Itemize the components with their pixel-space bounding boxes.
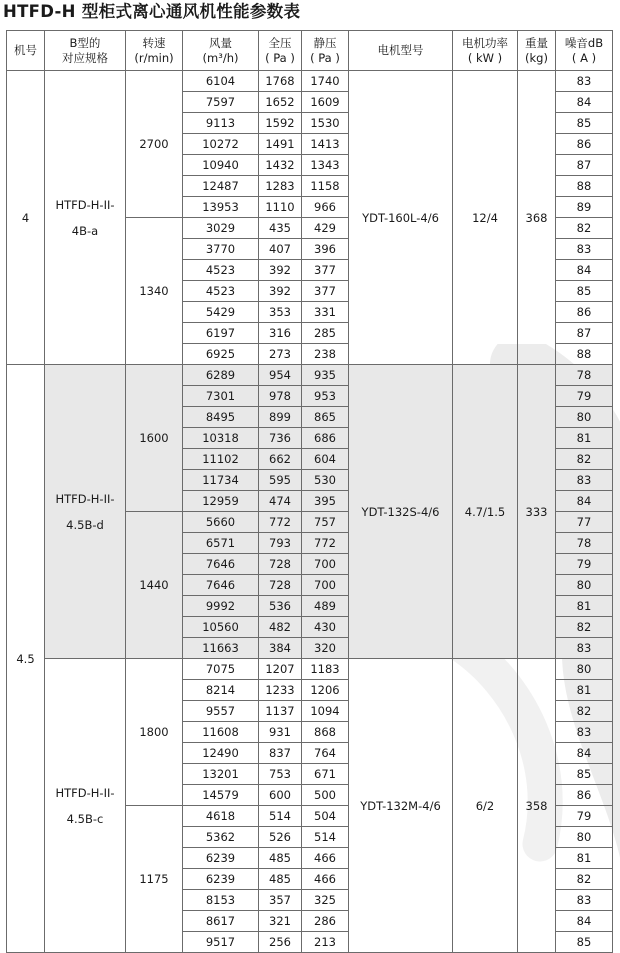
flow-cell: 6104 (183, 71, 259, 92)
flow-cell: 6289 (183, 365, 259, 386)
flow-header-line: 风量 (209, 35, 232, 50)
noise-cell: 83 (556, 638, 613, 659)
speed-cell: 1175 (126, 806, 183, 953)
static-pressure-cell: 700 (302, 554, 349, 575)
total-pressure-cell: 1432 (259, 155, 302, 176)
flow-header (183, 31, 259, 71)
static-pressure-cell: 1183 (302, 659, 349, 680)
total-pressure-header-line: ( Pa ) (265, 50, 295, 65)
flow-cell: 8617 (183, 911, 259, 932)
static-pressure-cell: 865 (302, 407, 349, 428)
static-pressure-cell: 935 (302, 365, 349, 386)
static-pressure-cell: 395 (302, 491, 349, 512)
table-row (7, 71, 613, 92)
spec-cell (45, 71, 126, 365)
static-pressure-cell: 764 (302, 743, 349, 764)
flow-cell: 5362 (183, 827, 259, 848)
total-pressure-header-line: 全压 (268, 35, 292, 50)
static-pressure-cell: 700 (302, 575, 349, 596)
flow-cell: 7597 (183, 92, 259, 113)
static-pressure-header-line: 静压 (313, 35, 337, 50)
table-row (7, 365, 613, 386)
noise-cell: 79 (556, 806, 613, 827)
noise-cell: 84 (556, 92, 613, 113)
total-pressure-cell: 1283 (259, 176, 302, 197)
flow-cell: 11663 (183, 638, 259, 659)
noise-cell: 86 (556, 134, 613, 155)
static-pressure-cell: 1609 (302, 92, 349, 113)
flow-cell: 8495 (183, 407, 259, 428)
total-pressure-cell: 837 (259, 743, 302, 764)
static-pressure-cell: 671 (302, 764, 349, 785)
noise-cell: 81 (556, 848, 613, 869)
static-pressure-cell: 377 (302, 260, 349, 281)
static-pressure-cell: 1413 (302, 134, 349, 155)
spec-cell-line: HTFD-H-II- (55, 197, 115, 212)
total-pressure-cell: 353 (259, 302, 302, 323)
flow-cell: 11608 (183, 722, 259, 743)
noise-cell: 85 (556, 281, 613, 302)
total-pressure-cell: 1233 (259, 680, 302, 701)
spec-header-line: 对应规格 (62, 50, 108, 65)
static-pressure-cell: 1158 (302, 176, 349, 197)
static-pressure-cell: 1530 (302, 113, 349, 134)
noise-cell: 82 (556, 617, 613, 638)
weight-header-line: (kg) (525, 50, 548, 65)
motor-model-header: 电机型号 (349, 31, 453, 71)
flow-cell: 11734 (183, 470, 259, 491)
static-pressure-cell: 966 (302, 197, 349, 218)
total-pressure-cell: 736 (259, 428, 302, 449)
static-pressure-cell: 530 (302, 470, 349, 491)
static-pressure-cell: 213 (302, 932, 349, 953)
noise-cell: 84 (556, 260, 613, 281)
flow-cell: 6571 (183, 533, 259, 554)
weight-cell: 358 (518, 659, 556, 953)
static-pressure-cell: 320 (302, 638, 349, 659)
total-pressure-cell: 384 (259, 638, 302, 659)
weight-cell: 368 (518, 71, 556, 365)
flow-cell: 6239 (183, 848, 259, 869)
static-pressure-cell: 772 (302, 533, 349, 554)
total-pressure-cell: 931 (259, 722, 302, 743)
total-pressure-cell: 392 (259, 281, 302, 302)
noise-cell: 84 (556, 911, 613, 932)
noise-header-line: 噪音dB (564, 35, 604, 50)
total-pressure-cell: 662 (259, 449, 302, 470)
speed-cell: 1800 (126, 659, 183, 806)
total-pressure-cell: 435 (259, 218, 302, 239)
static-pressure-cell: 604 (302, 449, 349, 470)
static-pressure-cell: 868 (302, 722, 349, 743)
machine-no-cell: 4 (7, 71, 45, 365)
total-pressure-cell: 474 (259, 491, 302, 512)
static-pressure-header (302, 31, 349, 71)
speed-cell: 1440 (126, 512, 183, 659)
static-pressure-cell: 686 (302, 428, 349, 449)
total-pressure-cell: 536 (259, 596, 302, 617)
spec-cell-line: 4.5B-c (66, 811, 104, 826)
noise-cell: 82 (556, 869, 613, 890)
static-pressure-cell: 757 (302, 512, 349, 533)
total-pressure-cell: 899 (259, 407, 302, 428)
total-pressure-cell: 321 (259, 911, 302, 932)
total-pressure-cell: 978 (259, 386, 302, 407)
flow-cell: 8153 (183, 890, 259, 911)
noise-cell: 88 (556, 344, 613, 365)
flow-cell: 8214 (183, 680, 259, 701)
noise-cell: 85 (556, 113, 613, 134)
total-pressure-cell: 407 (259, 239, 302, 260)
static-pressure-cell: 377 (302, 281, 349, 302)
flow-cell: 7075 (183, 659, 259, 680)
machine-no-cell: 4.5 (7, 365, 45, 953)
static-pressure-cell: 466 (302, 869, 349, 890)
noise-cell: 83 (556, 470, 613, 491)
static-pressure-cell: 396 (302, 239, 349, 260)
total-pressure-cell: 485 (259, 869, 302, 890)
spec-cell-line: HTFD-H-II- (55, 785, 115, 800)
machine-no-header: 机号 (7, 31, 45, 71)
total-pressure-cell: 728 (259, 554, 302, 575)
noise-cell: 85 (556, 764, 613, 785)
total-pressure-cell: 482 (259, 617, 302, 638)
total-pressure-cell: 357 (259, 890, 302, 911)
flow-cell: 6925 (183, 344, 259, 365)
flow-cell: 5429 (183, 302, 259, 323)
total-pressure-cell: 514 (259, 806, 302, 827)
flow-cell: 4618 (183, 806, 259, 827)
flow-cell: 3029 (183, 218, 259, 239)
speed-header (126, 31, 183, 71)
noise-cell: 79 (556, 554, 613, 575)
static-pressure-cell: 466 (302, 848, 349, 869)
total-pressure-cell: 1768 (259, 71, 302, 92)
total-pressure-cell: 273 (259, 344, 302, 365)
static-pressure-cell: 331 (302, 302, 349, 323)
speed-header-line: (r/min) (134, 50, 174, 65)
noise-cell: 84 (556, 743, 613, 764)
noise-cell: 84 (556, 491, 613, 512)
flow-cell: 6197 (183, 323, 259, 344)
noise-cell: 87 (556, 323, 613, 344)
static-pressure-cell: 238 (302, 344, 349, 365)
total-pressure-cell: 526 (259, 827, 302, 848)
flow-cell: 9992 (183, 596, 259, 617)
noise-cell: 80 (556, 827, 613, 848)
noise-cell: 86 (556, 302, 613, 323)
total-pressure-cell: 485 (259, 848, 302, 869)
noise-cell: 82 (556, 449, 613, 470)
table-row (7, 659, 613, 680)
flow-cell: 9517 (183, 932, 259, 953)
noise-cell: 78 (556, 365, 613, 386)
static-pressure-cell: 953 (302, 386, 349, 407)
flow-cell: 11102 (183, 449, 259, 470)
flow-cell: 10560 (183, 617, 259, 638)
total-pressure-cell: 1491 (259, 134, 302, 155)
speed-cell: 1340 (126, 218, 183, 365)
motor-power-cell: 4.7/1.5 (453, 365, 518, 659)
spec-header-line: B型的 (69, 35, 101, 50)
static-pressure-cell: 514 (302, 827, 349, 848)
motor-power-header (453, 31, 518, 71)
noise-cell: 80 (556, 659, 613, 680)
flow-cell: 7301 (183, 386, 259, 407)
noise-cell: 83 (556, 71, 613, 92)
noise-cell: 83 (556, 239, 613, 260)
spec-cell (45, 659, 126, 953)
noise-cell: 80 (556, 575, 613, 596)
noise-cell: 81 (556, 596, 613, 617)
static-pressure-cell: 1343 (302, 155, 349, 176)
noise-cell: 86 (556, 785, 613, 806)
noise-cell: 77 (556, 512, 613, 533)
flow-cell: 4523 (183, 260, 259, 281)
page-title: HTFD-H 型柜式离心通风机性能参数表 (3, 2, 301, 21)
flow-cell: 9113 (183, 113, 259, 134)
noise-cell: 81 (556, 680, 613, 701)
spec-cell-line: HTFD-H-II- (55, 491, 115, 506)
total-pressure-cell: 1652 (259, 92, 302, 113)
speed-header-line: 转速 (142, 35, 166, 50)
motor-power-cell: 12/4 (453, 71, 518, 365)
static-pressure-header-line: ( Pa ) (310, 50, 340, 65)
motor-power-header-line: ( kW ) (467, 50, 503, 65)
motor-model-cell: YDT-132S-4/6 (349, 365, 453, 659)
total-pressure-cell: 728 (259, 575, 302, 596)
total-pressure-cell: 595 (259, 470, 302, 491)
noise-cell: 83 (556, 722, 613, 743)
total-pressure-cell: 772 (259, 512, 302, 533)
noise-cell: 78 (556, 533, 613, 554)
total-pressure-cell: 1592 (259, 113, 302, 134)
performance-table (6, 30, 613, 953)
total-pressure-cell: 1137 (259, 701, 302, 722)
speed-cell: 2700 (126, 71, 183, 218)
spec-cell-line: 4.5B-d (66, 517, 104, 532)
noise-cell: 81 (556, 428, 613, 449)
flow-header-line: (m³/h) (202, 50, 239, 65)
total-pressure-cell: 1110 (259, 197, 302, 218)
noise-cell: 79 (556, 386, 613, 407)
noise-header-line: ( A ) (571, 50, 597, 65)
static-pressure-cell: 1094 (302, 701, 349, 722)
total-pressure-cell: 256 (259, 932, 302, 953)
flow-cell: 12490 (183, 743, 259, 764)
spec-header (45, 31, 126, 71)
total-pressure-cell: 753 (259, 764, 302, 785)
motor-power-cell: 6/2 (453, 659, 518, 953)
noise-cell: 83 (556, 890, 613, 911)
noise-cell: 82 (556, 701, 613, 722)
weight-header (518, 31, 556, 71)
flow-cell: 10940 (183, 155, 259, 176)
speed-cell: 1600 (126, 365, 183, 512)
flow-cell: 7646 (183, 554, 259, 575)
static-pressure-cell: 429 (302, 218, 349, 239)
spec-cell-line: 4B-a (71, 223, 99, 238)
flow-cell: 4523 (183, 281, 259, 302)
total-pressure-cell: 600 (259, 785, 302, 806)
flow-cell: 12487 (183, 176, 259, 197)
total-pressure-cell: 954 (259, 365, 302, 386)
weight-header-line: 重量 (525, 35, 548, 50)
noise-cell: 88 (556, 176, 613, 197)
flow-cell: 10272 (183, 134, 259, 155)
total-pressure-header (259, 31, 302, 71)
motor-model-cell: YDT-132M-4/6 (349, 659, 453, 953)
flow-cell: 9557 (183, 701, 259, 722)
flow-cell: 12959 (183, 491, 259, 512)
noise-cell: 82 (556, 218, 613, 239)
motor-power-header-line: 电机功率 (462, 35, 508, 50)
static-pressure-cell: 285 (302, 323, 349, 344)
flow-cell: 3770 (183, 239, 259, 260)
flow-cell: 5660 (183, 512, 259, 533)
noise-cell: 85 (556, 932, 613, 953)
spec-cell (45, 365, 126, 659)
flow-cell: 6239 (183, 869, 259, 890)
total-pressure-cell: 392 (259, 260, 302, 281)
flow-cell: 7646 (183, 575, 259, 596)
flow-cell: 14579 (183, 785, 259, 806)
motor-model-cell: YDT-160L-4/6 (349, 71, 453, 365)
static-pressure-cell: 1740 (302, 71, 349, 92)
noise-cell: 80 (556, 407, 613, 428)
total-pressure-cell: 316 (259, 323, 302, 344)
static-pressure-cell: 1206 (302, 680, 349, 701)
static-pressure-cell: 325 (302, 890, 349, 911)
weight-cell: 333 (518, 365, 556, 659)
static-pressure-cell: 430 (302, 617, 349, 638)
static-pressure-cell: 504 (302, 806, 349, 827)
noise-cell: 87 (556, 155, 613, 176)
total-pressure-cell: 1207 (259, 659, 302, 680)
static-pressure-cell: 286 (302, 911, 349, 932)
static-pressure-cell: 500 (302, 785, 349, 806)
total-pressure-cell: 793 (259, 533, 302, 554)
flow-cell: 13953 (183, 197, 259, 218)
static-pressure-cell: 489 (302, 596, 349, 617)
flow-cell: 10318 (183, 428, 259, 449)
header-row (7, 31, 613, 71)
noise-cell: 89 (556, 197, 613, 218)
flow-cell: 13201 (183, 764, 259, 785)
noise-header (556, 31, 613, 71)
